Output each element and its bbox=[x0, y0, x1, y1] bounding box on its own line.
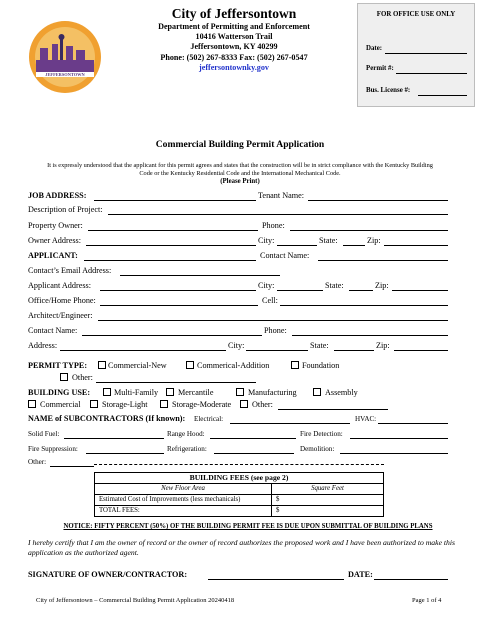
fire-detection-field[interactable] bbox=[350, 438, 448, 439]
permit-other-field[interactable] bbox=[96, 382, 256, 383]
architect-contact-field[interactable] bbox=[82, 335, 262, 336]
architect-state-field[interactable] bbox=[334, 350, 374, 351]
applicant-address-field[interactable] bbox=[100, 290, 256, 291]
job-address-label: JOB ADDRESS: bbox=[28, 191, 87, 200]
square-feet-label: Square Feet bbox=[272, 484, 384, 495]
form-title: Commercial Building Permit Application bbox=[155, 139, 325, 150]
cell-label: Cell: bbox=[262, 296, 278, 305]
department-name: Department of Permitting and Enforcement bbox=[158, 22, 310, 31]
notice-text: NOTICE: FIFTY PERCENT (50%) OF THE BUILDING PERMIT FEE IS DUE UPON SUBMITTAL OF BUILDING PLANS bbox=[63, 523, 433, 530]
architect-label: Architect/Engineer: bbox=[28, 311, 93, 320]
use-assembly-label: Assembly bbox=[325, 388, 358, 397]
use-storage-light-checkbox[interactable] bbox=[90, 400, 98, 408]
use-manufacturing-label: Manufacturing bbox=[248, 388, 297, 397]
owner-address-label: Owner Address: bbox=[28, 236, 81, 245]
signature-field[interactable] bbox=[208, 579, 344, 580]
demolition-label: Demolition: bbox=[300, 445, 335, 453]
please-print: (Please Print) bbox=[220, 178, 260, 185]
footer-page-number: Page 1 of 4 bbox=[412, 597, 442, 604]
certification-text: I hereby certify that I am the owner of record or the owner of record authorizes the proposed work and I have been authorized to make this application as the authorized agent. bbox=[28, 538, 456, 557]
intro-text: It is expressly understood that the applicant for this permit agrees and states that the construction will be in strict compliance with the Kentucky Building Code or the Kentucky Residential Code and the International Mechanical Code. bbox=[47, 162, 433, 177]
office-date-label: Date: bbox=[366, 45, 383, 52]
permit-other-label: Other: bbox=[72, 373, 93, 382]
subcontractors-label: NAME of SUBCONTRACTORS (If known): bbox=[28, 414, 186, 423]
applicant-label: APPLICANT: bbox=[28, 251, 78, 260]
applicant-field[interactable] bbox=[84, 260, 256, 261]
architect-field[interactable] bbox=[98, 320, 448, 321]
permit-commercial-new-checkbox[interactable] bbox=[98, 361, 106, 369]
owner-zip-label: Zip: bbox=[367, 236, 381, 245]
applicant-state-field[interactable] bbox=[349, 290, 373, 291]
permit-foundation-label: Foundation bbox=[302, 361, 340, 370]
sub-other-field[interactable] bbox=[50, 466, 94, 467]
estimated-cost-value[interactable]: $ bbox=[272, 495, 384, 506]
office-permit-field[interactable] bbox=[396, 73, 467, 74]
footer-document-id: City of Jeffersontown – Commercial Building Permit Application 20240418 bbox=[36, 597, 235, 604]
website-link[interactable]: jeffersontownky.gov bbox=[199, 62, 269, 72]
applicant-address-label: Applicant Address: bbox=[28, 281, 91, 290]
use-mercantile-label: Mercantile bbox=[178, 388, 214, 397]
refrigeration-field[interactable] bbox=[214, 453, 294, 454]
owner-city-label: City: bbox=[258, 236, 275, 245]
use-multi-family-label: Multi-Family bbox=[114, 388, 159, 397]
contact-email-label: Contact’s Email Address: bbox=[28, 266, 112, 275]
use-storage-light-label: Storage-Light bbox=[102, 400, 148, 409]
total-fees-value[interactable]: $ bbox=[272, 506, 384, 517]
description-field[interactable] bbox=[108, 214, 448, 215]
sub-other-label: Other: bbox=[28, 458, 47, 466]
office-permit-label: Permit #: bbox=[366, 65, 394, 72]
signature-label: SIGNATURE OF OWNER/CONTRACTOR: bbox=[28, 570, 188, 579]
city-seal-logo bbox=[28, 20, 102, 94]
permit-commercial-addition-label: Commerical-Addition bbox=[197, 361, 270, 370]
building-use-label: BUILDING USE: bbox=[28, 388, 91, 397]
applicant-city-label: City: bbox=[258, 281, 275, 290]
permit-foundation-checkbox[interactable] bbox=[291, 361, 299, 369]
use-manufacturing-checkbox[interactable] bbox=[236, 388, 244, 396]
tenant-name-label: Tenant Name: bbox=[258, 191, 305, 200]
use-commercial-checkbox[interactable] bbox=[28, 400, 36, 408]
street-address: 10416 Watterson Trail bbox=[195, 32, 273, 42]
office-license-label: Bus. License #: bbox=[366, 87, 411, 94]
owner-zip-field[interactable] bbox=[384, 245, 448, 246]
architect-city-field[interactable] bbox=[246, 350, 308, 351]
architect-address-label: Address: bbox=[28, 341, 58, 350]
permit-type-label: PERMIT TYPE: bbox=[28, 361, 88, 370]
fire-suppression-label: Fire Suppression: bbox=[28, 445, 78, 453]
intro-paragraph bbox=[40, 162, 440, 186]
use-storage-moderate-checkbox[interactable] bbox=[160, 400, 168, 408]
architect-zip-field[interactable] bbox=[394, 350, 448, 351]
range-hood-label: Range Hood: bbox=[167, 430, 205, 438]
tenant-name-field[interactable] bbox=[308, 200, 448, 201]
applicant-state-label: State: bbox=[325, 281, 344, 290]
property-owner-label: Property Owner: bbox=[28, 221, 83, 230]
property-owner-field[interactable] bbox=[88, 230, 258, 231]
applicant-zip-label: Zip: bbox=[375, 281, 389, 290]
logo-text: JEFFERSONTOWN bbox=[45, 72, 85, 78]
architect-address-field[interactable] bbox=[60, 350, 226, 351]
fees-title: BUILDING FEES (see page 2) bbox=[95, 473, 384, 484]
office-use-box bbox=[357, 3, 475, 107]
use-other-field[interactable] bbox=[278, 409, 388, 410]
phone-fax: Phone: (502) 267-8333 Fax: (502) 267-0547 bbox=[160, 52, 308, 62]
owner-state-field[interactable] bbox=[343, 245, 365, 246]
fees-dashed-border bbox=[94, 464, 384, 465]
new-floor-area-label: New Floor Area bbox=[95, 484, 272, 495]
architect-state-label: State: bbox=[310, 341, 329, 350]
applicant-zip-field[interactable] bbox=[392, 290, 448, 291]
office-use-title: FOR OFFICE USE ONLY bbox=[376, 11, 456, 18]
use-other-checkbox[interactable] bbox=[240, 400, 248, 408]
owner-phone-field[interactable] bbox=[290, 230, 448, 231]
cell-field[interactable] bbox=[280, 305, 448, 306]
use-mercantile-checkbox[interactable] bbox=[166, 388, 174, 396]
signature-date-label: DATE: bbox=[348, 570, 373, 579]
city-name: City of Jeffersontown bbox=[171, 6, 297, 21]
use-other-label: Other: bbox=[252, 400, 273, 409]
office-license-field[interactable] bbox=[418, 95, 467, 96]
owner-address-field[interactable] bbox=[86, 245, 256, 246]
use-commercial-label: Commercial bbox=[40, 400, 81, 409]
use-multi-family-checkbox[interactable] bbox=[103, 388, 111, 396]
architect-zip-label: Zip: bbox=[376, 341, 390, 350]
permit-commercial-addition-checkbox[interactable] bbox=[186, 361, 194, 369]
hvac-field[interactable] bbox=[378, 423, 448, 424]
estimated-cost-label: Estimated Cost of Improvements (less mechanicals) bbox=[95, 495, 272, 506]
range-hood-field[interactable] bbox=[210, 438, 296, 439]
demolition-field[interactable] bbox=[340, 453, 448, 454]
job-address-field[interactable] bbox=[94, 200, 256, 201]
solid-fuel-label: Solid Fuel: bbox=[28, 430, 60, 438]
description-label: Description of Project: bbox=[28, 205, 103, 214]
architect-contact-label: Contact Name: bbox=[28, 326, 78, 335]
owner-city-field[interactable] bbox=[277, 245, 317, 246]
owner-phone-label: Phone: bbox=[262, 221, 285, 230]
applicant-contact-field[interactable] bbox=[318, 260, 448, 261]
permit-commercial-new-label: Commercial-New bbox=[108, 361, 167, 370]
use-storage-moderate-label: Storage-Moderate bbox=[172, 400, 232, 409]
hvac-label: HVAC: bbox=[355, 415, 377, 423]
solid-fuel-field[interactable] bbox=[64, 438, 164, 439]
electrical-field[interactable] bbox=[230, 423, 350, 424]
fire-suppression-field[interactable] bbox=[86, 453, 164, 454]
refrigeration-label: Refrigeration: bbox=[167, 445, 207, 453]
architect-phone-field[interactable] bbox=[292, 335, 448, 336]
applicant-contact-label: Contact Name: bbox=[260, 251, 310, 260]
office-phone-field[interactable] bbox=[100, 305, 258, 306]
total-fees-label: TOTAL FEES: bbox=[95, 506, 272, 517]
city-state-zip: Jeffersontown, KY 40299 bbox=[190, 42, 278, 52]
permit-other-checkbox[interactable] bbox=[60, 373, 68, 381]
fire-detection-label: Fire Detection: bbox=[300, 430, 343, 438]
architect-city-label: City: bbox=[228, 341, 245, 350]
office-date-field[interactable] bbox=[385, 53, 467, 54]
office-phone-label: Office/Home Phone: bbox=[28, 296, 96, 305]
electrical-label: Electrical: bbox=[194, 415, 224, 423]
letterhead bbox=[118, 6, 350, 73]
applicant-city-field[interactable] bbox=[277, 290, 323, 291]
architect-phone-label: Phone: bbox=[264, 326, 287, 335]
use-assembly-checkbox[interactable] bbox=[313, 388, 321, 396]
signature-date-field[interactable] bbox=[374, 579, 448, 580]
contact-email-field[interactable] bbox=[120, 275, 280, 276]
building-fees-table bbox=[94, 472, 384, 517]
owner-state-label: State: bbox=[319, 236, 338, 245]
